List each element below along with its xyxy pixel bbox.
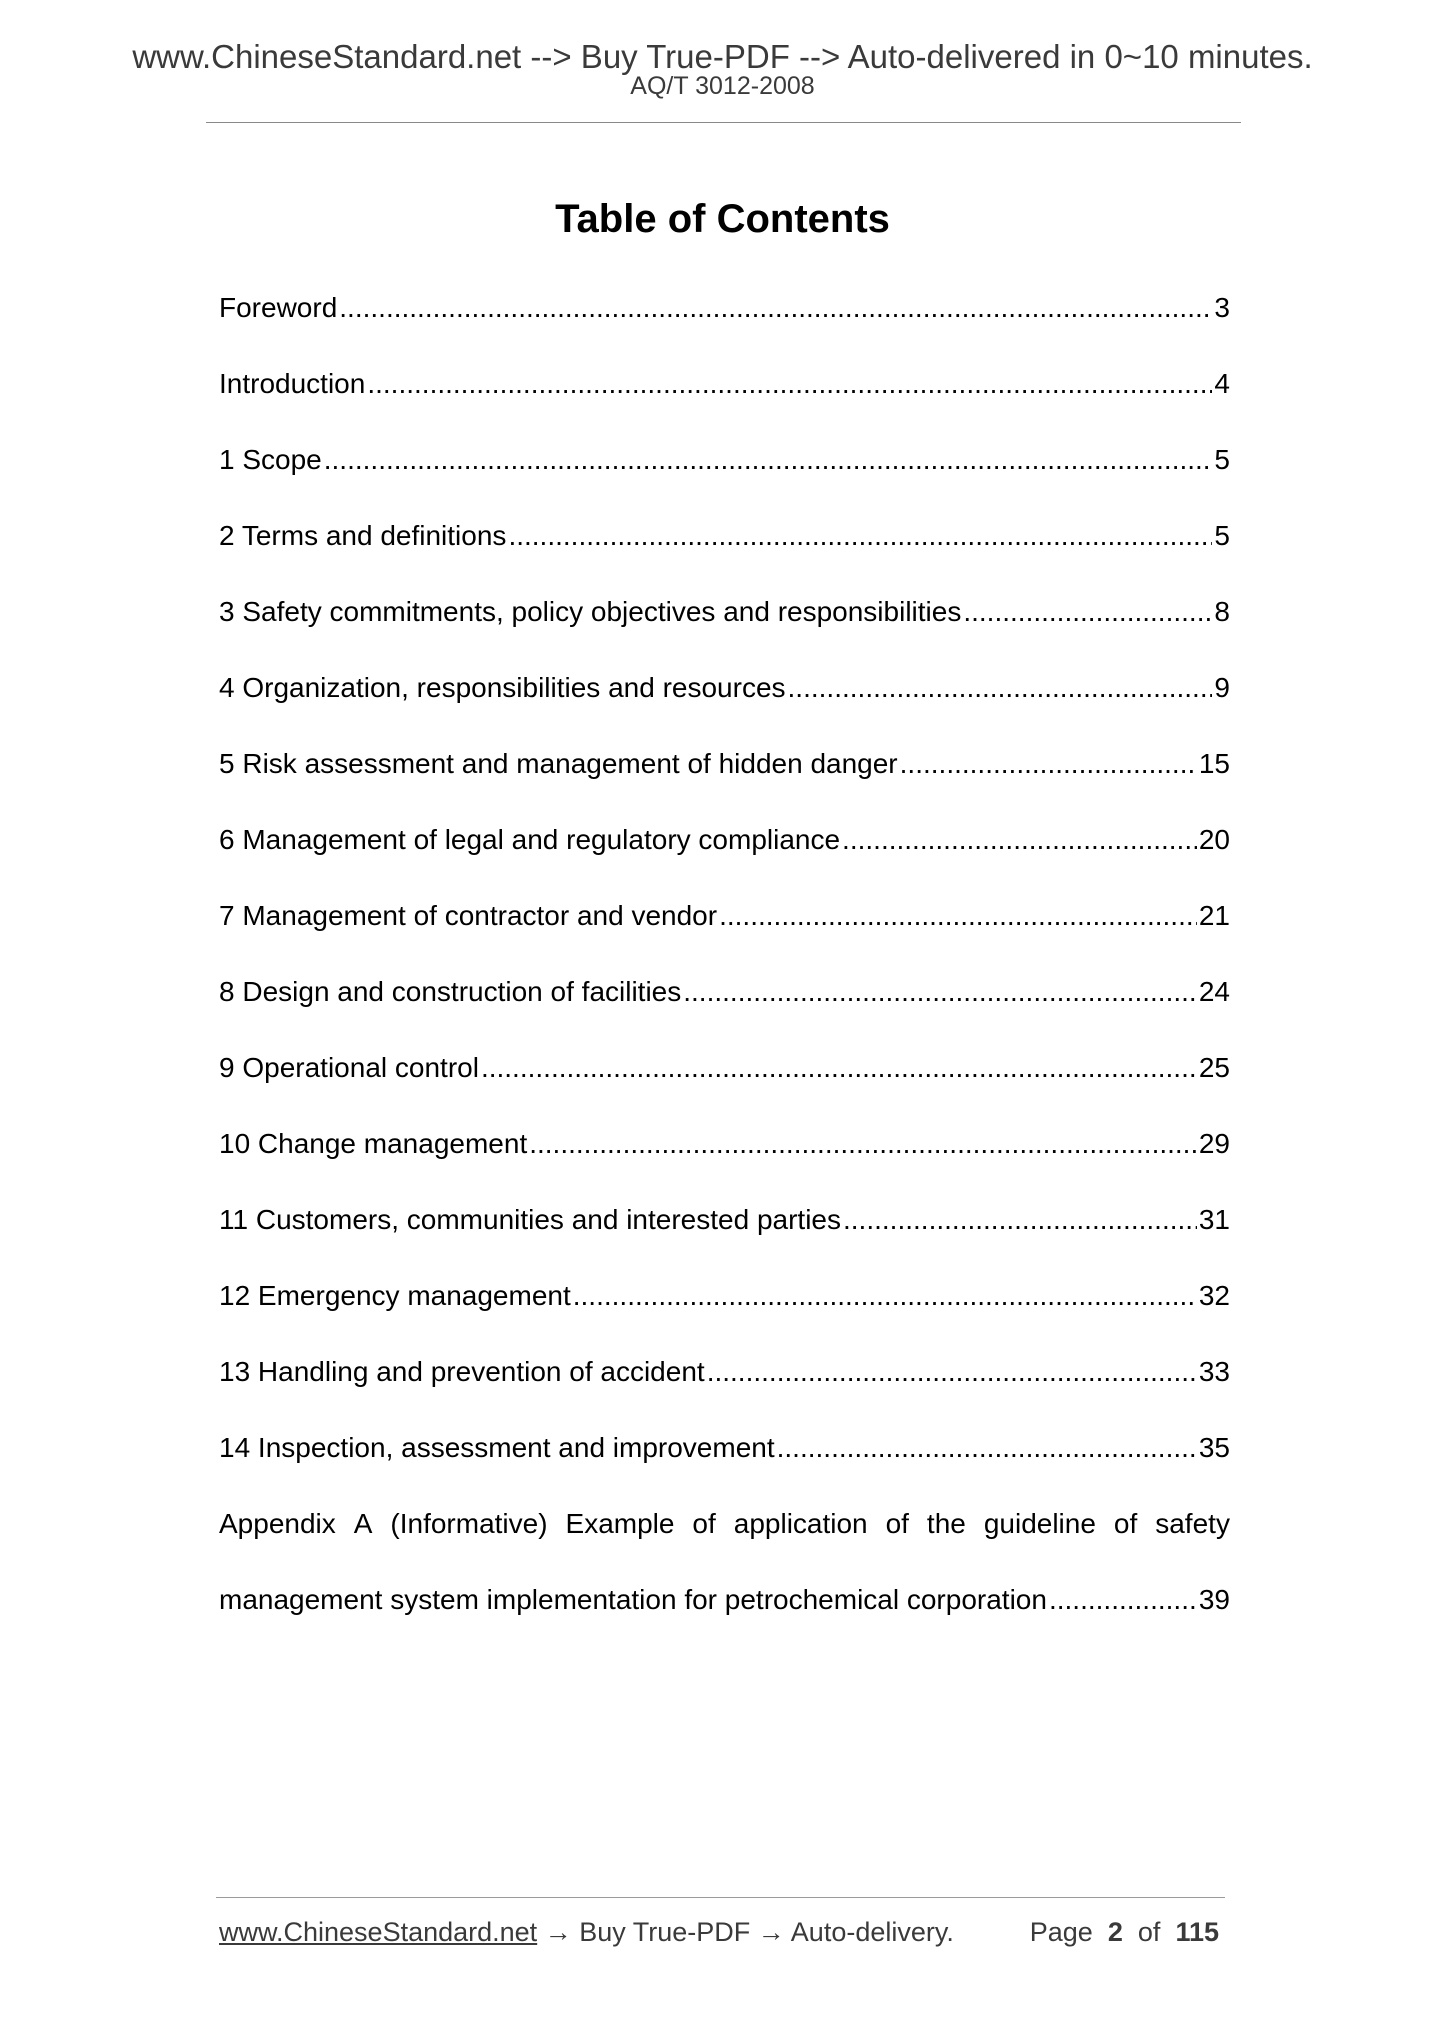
of-word: of xyxy=(1137,1917,1161,1947)
toc-dot-leader xyxy=(339,284,1212,332)
footer-divider xyxy=(216,1897,1225,1898)
toc-dot-leader xyxy=(842,816,1197,864)
toc-appendix-word: Example xyxy=(565,1508,675,1539)
toc-entry-label: 3 Safety commitments, policy objectives and responsibilities xyxy=(219,596,962,627)
toc-entry-page: 32 xyxy=(1198,1280,1230,1311)
toc-entry-page: 20 xyxy=(1198,824,1230,855)
toc-appendix-word: guideline xyxy=(983,1508,1096,1539)
site-banner: www.ChineseStandard.net --> Buy True-PDF --> Auto-delivered in 0~10 minutes. xyxy=(132,38,1313,75)
toc-entry[interactable] xyxy=(219,1424,1230,1500)
arrow-right-icon: → xyxy=(544,1917,572,1947)
standard-code: AQ/T 3012-2008 xyxy=(630,72,815,100)
toc-entry-label: 13 Handling and prevention of accident xyxy=(219,1356,705,1387)
footer-promo xyxy=(219,1914,954,1950)
delivery-text: Auto-delivery. xyxy=(790,1917,954,1947)
page-word: Page xyxy=(1029,1917,1093,1947)
toc-appendix-word: (Informative) xyxy=(390,1508,548,1539)
toc-entry[interactable] xyxy=(219,1348,1230,1424)
toc-dot-leader xyxy=(529,1120,1197,1168)
toc-entry-page: 29 xyxy=(1198,1128,1230,1159)
toc-entry[interactable] xyxy=(219,1120,1230,1196)
toc-dot-leader xyxy=(963,588,1212,636)
toc-entry[interactable] xyxy=(219,968,1230,1044)
toc-entry-page: 21 xyxy=(1198,900,1230,931)
toc-entry-page: 8 xyxy=(1214,596,1230,627)
toc-appendix-word: the xyxy=(926,1508,966,1539)
toc-entry-label: Introduction xyxy=(219,368,366,399)
toc-entry-label: 14 Inspection, assessment and improvement xyxy=(219,1432,775,1463)
toc-entry[interactable] xyxy=(219,740,1230,816)
page-indicator xyxy=(1030,1914,1219,1950)
toc-entry[interactable] xyxy=(219,892,1230,968)
toc-entry-label: 10 Change management xyxy=(219,1128,528,1159)
toc-entry-page: 5 xyxy=(1214,520,1230,551)
toc-dot-leader xyxy=(683,968,1197,1016)
toc-dot-leader xyxy=(843,1196,1197,1244)
toc-entry-page: 39 xyxy=(1198,1584,1230,1615)
toc-appendix-line-1[interactable] xyxy=(219,1500,1230,1576)
toc-entry-page: 5 xyxy=(1214,444,1230,475)
toc-dot-leader xyxy=(900,740,1197,788)
site-link[interactable]: www.ChineseStandard.net xyxy=(219,1917,538,1947)
toc-entry-page: 24 xyxy=(1198,976,1230,1007)
toc-entry-page: 33 xyxy=(1198,1356,1230,1387)
toc-dot-leader xyxy=(367,360,1212,408)
toc-entry[interactable] xyxy=(219,588,1230,664)
toc-entry-page: 3 xyxy=(1214,292,1230,323)
toc-entry[interactable] xyxy=(219,1272,1230,1348)
header-divider xyxy=(206,122,1241,123)
toc-entry[interactable] xyxy=(219,664,1230,740)
toc-entry-label: Foreword xyxy=(219,292,338,323)
toc-entry-label: 12 Emergency management xyxy=(219,1280,571,1311)
toc-entry[interactable] xyxy=(219,360,1230,436)
current-page-number: 2 xyxy=(1107,1917,1123,1947)
page-title: Table of Contents xyxy=(555,196,890,241)
toc-entry-page: 25 xyxy=(1198,1052,1230,1083)
toc-dot-leader xyxy=(777,1424,1197,1472)
toc-entry[interactable] xyxy=(219,436,1230,512)
toc-entry[interactable] xyxy=(219,284,1230,360)
arrow-right-icon: → xyxy=(757,1917,785,1947)
toc-entry[interactable] xyxy=(219,816,1230,892)
toc-entry-page: 15 xyxy=(1198,748,1230,779)
toc-dot-leader xyxy=(508,512,1212,560)
toc-appendix-word: safety xyxy=(1155,1508,1230,1539)
toc-entry[interactable] xyxy=(219,512,1230,588)
toc-entry-page: 4 xyxy=(1214,368,1230,399)
toc-appendix-word: application xyxy=(733,1508,868,1539)
toc-entry-page: 35 xyxy=(1198,1432,1230,1463)
toc-entry[interactable] xyxy=(219,1044,1230,1120)
toc-list xyxy=(219,284,1230,1652)
toc-entry-page: 31 xyxy=(1198,1204,1230,1235)
toc-entry-label: 5 Risk assessment and management of hidden danger xyxy=(219,748,898,779)
toc-entry-label: 11 Customers, communities and interested parties xyxy=(219,1204,841,1235)
toc-appendix-line-2[interactable] xyxy=(219,1576,1230,1652)
toc-dot-leader xyxy=(573,1272,1197,1320)
toc-entry-label: management system implementation for petrochemical corporation xyxy=(219,1584,1047,1615)
total-pages-number: 115 xyxy=(1175,1917,1219,1947)
toc-entry-label: 4 Organization, responsibilities and resources xyxy=(219,672,786,703)
toc-entry-label: 7 Management of contractor and vendor xyxy=(219,900,718,931)
toc-dot-leader xyxy=(324,436,1213,484)
toc-appendix-word: of xyxy=(692,1508,716,1539)
toc-appendix-word: of xyxy=(1113,1508,1138,1539)
toc-appendix-word: Appendix xyxy=(219,1508,336,1539)
toc-dot-leader xyxy=(788,664,1213,712)
toc-dot-leader xyxy=(719,892,1197,940)
toc-appendix-word: A xyxy=(353,1508,373,1539)
toc-entry-label: 2 Terms and definitions xyxy=(219,520,507,551)
toc-entry-label: 8 Design and construction of facilities xyxy=(219,976,682,1007)
toc-entry-page: 9 xyxy=(1214,672,1230,703)
toc-appendix-word: of xyxy=(885,1508,909,1539)
toc-dot-leader xyxy=(481,1044,1197,1092)
toc-dot-leader xyxy=(1049,1576,1197,1624)
toc-entry-label: 6 Management of legal and regulatory compliance xyxy=(219,824,841,855)
toc-entry[interactable] xyxy=(219,1196,1230,1272)
buy-text: Buy True-PDF xyxy=(579,1917,751,1947)
toc-entry-label: 1 Scope xyxy=(219,444,322,475)
toc-entry-label: 9 Operational control xyxy=(219,1052,479,1083)
toc-dot-leader xyxy=(707,1348,1197,1396)
